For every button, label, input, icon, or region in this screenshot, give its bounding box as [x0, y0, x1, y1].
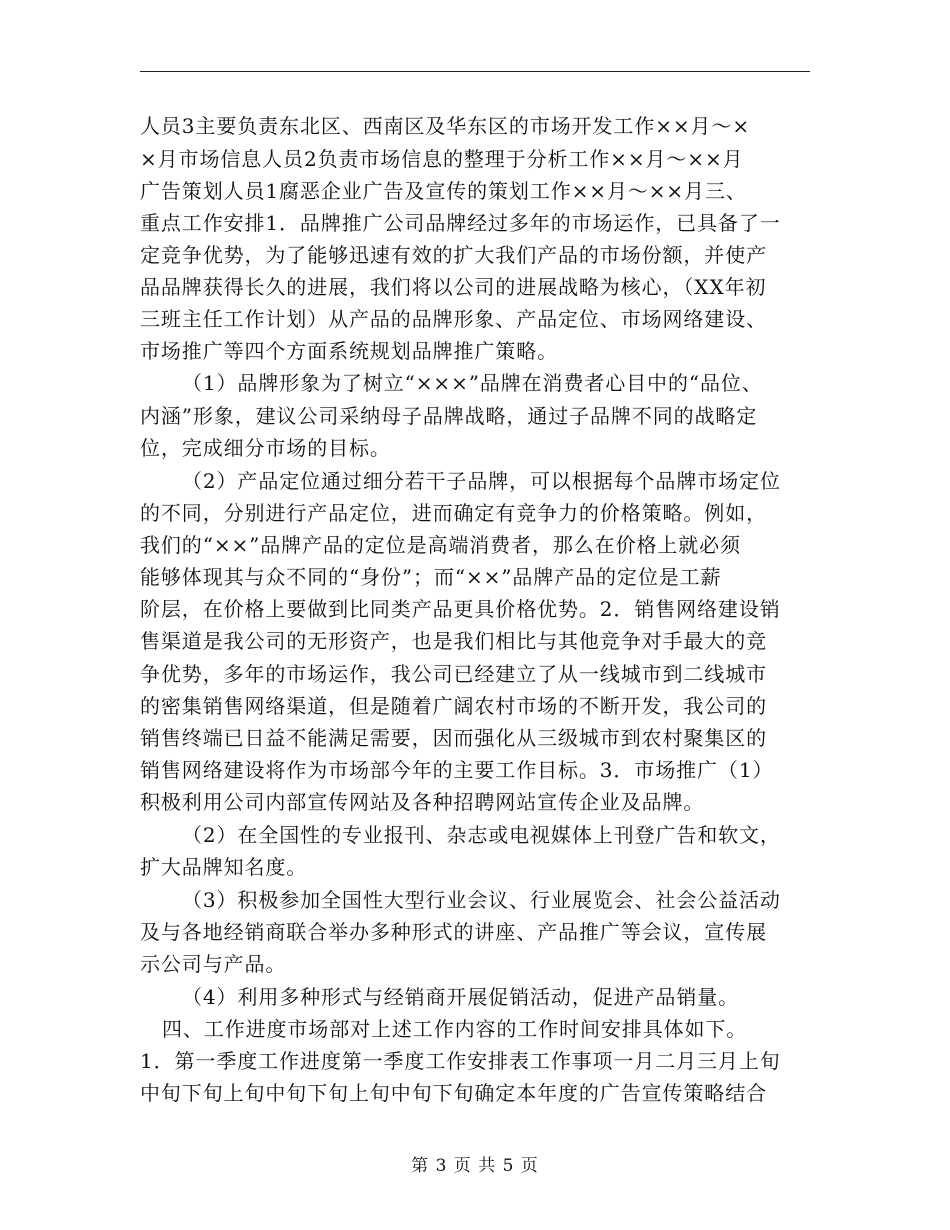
text-line: 销售网络建设将作为市场部今年的主要工作目标。3．市场推广（1） — [140, 758, 774, 782]
text-line: （3）积极参加全国性大型行业会议、行业展览会、社会公益活动 — [182, 888, 781, 912]
text-line: （1）品牌形象为了树立“×××”品牌在消费者心目中的“品位、 — [182, 371, 763, 395]
text-line: 销售终端已日益不能满足需要，因而强化从三级城市到农村聚集区的 — [140, 726, 767, 750]
text-line: 品品牌获得长久的进展，我们将以公司的进展战略为核心，（XX年初 — [140, 275, 767, 299]
text-line: 扩大品牌知名度。 — [140, 855, 308, 879]
text-line: 中旬下旬上旬中旬下旬上旬中旬下旬确定本年度的广告宣传策略结合 — [140, 1081, 767, 1105]
text-line: 阶层，在价格上要做到比同类产品更具价格优势。2．销售网络建设销 — [140, 597, 781, 621]
text-line: ×月市场信息人员2负责市场信息的整理于分析工作××月～××月 — [140, 147, 744, 171]
text-line: 内涵”形象，建议公司采纳母子品牌战略，通过子品牌不同的战略定 — [140, 404, 758, 428]
text-line: （4）利用多种形式与经销商开展促销活动，促进产品销量。 — [182, 985, 740, 1009]
text-line: 广告策划人员1腐恶企业广告及宣传的策划工作××月～××月三、 — [140, 179, 747, 203]
text-line: 市场推广等四个方面系统规划品牌推广策略。 — [140, 339, 558, 363]
text-line: 及与各地经销商联合举办多种形式的讲座、产品推广等会议，宣传展 — [140, 920, 767, 944]
text-line: 四、工作进度市场部对上述工作内容的工作时间安排具体如下。 — [162, 1017, 748, 1041]
text-line: 我们的“××”品牌产品的定位是高端消费者，那么在价格上就必须 — [140, 533, 741, 557]
text-line: （2）产品定位通过细分若干子品牌，可以根据每个品牌市场定位 — [182, 469, 781, 493]
page-number-footer: 第 3 页 共 5 页 — [411, 1156, 539, 1176]
text-line: 位，完成细分市场的目标。 — [140, 436, 391, 460]
text-line: 的密集销售网络渠道，但是随着广阔农村市场的不断开发，我公司的 — [140, 694, 767, 718]
text-line: 人员3主要负责东北区、西南区及华东区的市场开发工作××月～× — [140, 114, 750, 138]
text-line: 积极利用公司内部宣传网站及各种招聘网站宣传企业及品牌。 — [140, 790, 705, 814]
text-line: （2）在全国性的专业报刊、杂志或电视媒体上刊登广告和软文， — [182, 823, 781, 847]
text-line: 争优势，多年的市场运作，我公司已经建立了从一线城市到二线城市 — [140, 662, 767, 686]
text-line: 三班主任工作计划）从产品的品牌形象、产品定位、市场网络建设、 — [140, 307, 767, 331]
text-line: 重点工作安排1．品牌推广公司品牌经过多年的市场运作，已具备了一 — [140, 211, 781, 235]
text-line: 的不同，分别进行产品定位，进而确定有竞争力的价格策略。例如， — [140, 501, 767, 525]
text-line: 1．第一季度工作进度第一季度工作安排表工作事项一月二月三月上旬 — [140, 1049, 781, 1073]
text-line: 售渠道是我公司的无形资产，也是我们相比与其他竞争对手最大的竞 — [140, 629, 767, 653]
text-line: 能够体现其与众不同的“身份”；而“××”品牌产品的定位是工薪 — [140, 565, 722, 589]
text-line: 定竞争优势，为了能够迅速有效的扩大我们产品的市场份额，并使产 — [140, 243, 767, 267]
text-line: 示公司与产品。 — [140, 952, 287, 976]
